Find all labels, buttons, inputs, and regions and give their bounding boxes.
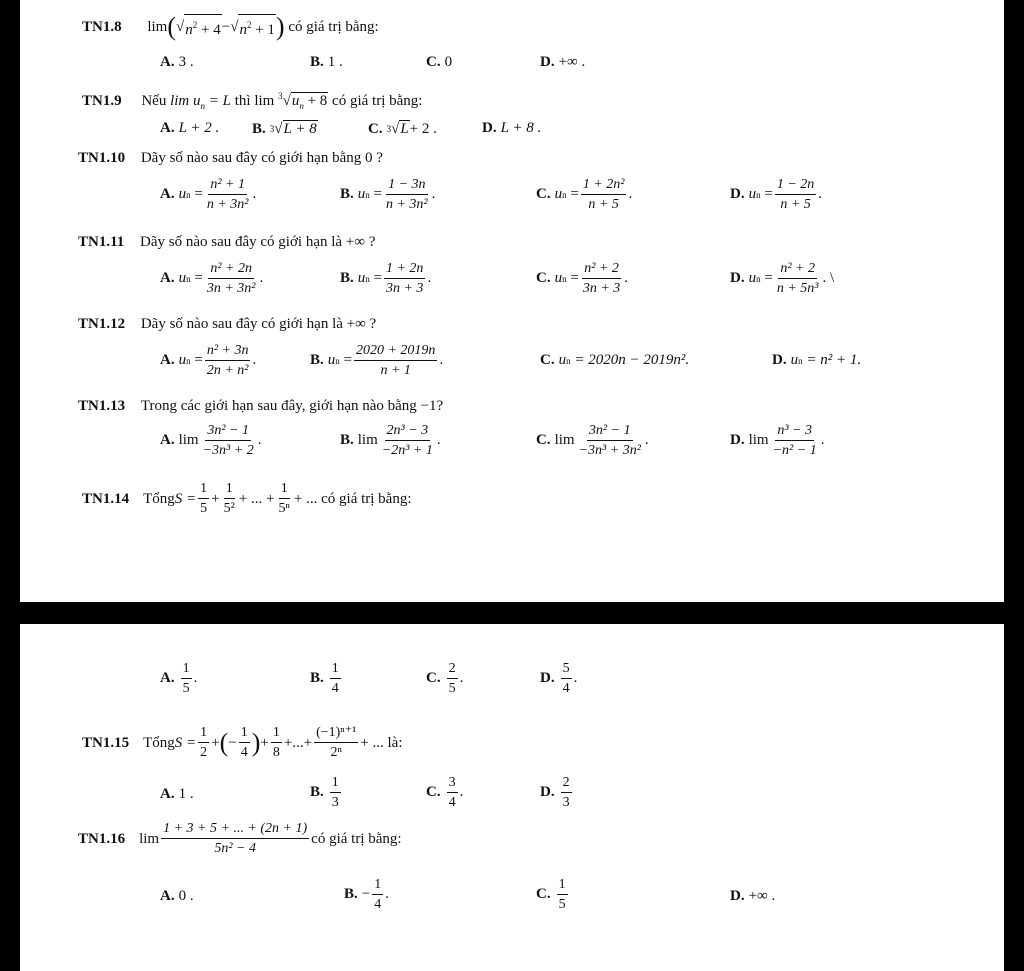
numerator: 1 [330, 774, 341, 793]
question-tn1-11 [78, 232, 375, 252]
question-tn1-12 [78, 314, 376, 334]
lim-text: lim [139, 830, 160, 847]
option-b: B. u n = $\frac{1 - 3n}{\text{n + 3n²}}$ . [340, 177, 436, 212]
var-n: n [239, 22, 247, 38]
lim-text: lim [357, 432, 378, 448]
option-b [310, 54, 343, 71]
lim-text: lim [147, 19, 168, 35]
option-b: B. u n = $\frac{1 + 2n}{3n + 3}$ . [340, 261, 432, 296]
numerator: n² + 2n [208, 260, 254, 279]
option-label: D. [540, 54, 555, 70]
option-b: B. − $\frac{1}{4}$ . [344, 877, 389, 912]
denominator: 3n + 3 [385, 281, 424, 296]
numerator: 1 [239, 724, 250, 743]
option-d [540, 774, 574, 811]
lim-text: lim [748, 432, 769, 448]
option-value: 0 [444, 54, 453, 70]
option-value: L + 8 [283, 121, 317, 137]
numerator: 1 [279, 480, 290, 499]
option-label: B. [310, 670, 324, 686]
question-tn1-9: TN1.9 Nếu $\lim u_n = L$ thì $\lim ^3√u_n + 8$ có giá trị bằng: [82, 91, 423, 111]
option-a: A. lim $\frac{\text{3n² − 1}}{\text{−3n³ + 2}}$ . [160, 423, 262, 458]
option-label: B. [344, 886, 358, 902]
option-d: D. u n = n² + 1. [772, 352, 862, 368]
option-label: D. [730, 888, 745, 904]
numerator: 1 + 2n² [581, 176, 627, 195]
option-d: D. $\frac{5}{4}$ . [540, 661, 578, 696]
option-d: D. u n = $\frac{\text{n² + 2}}{\text{n + 5n³}}$ . \ [730, 261, 835, 296]
option-b: B. u n = $\frac{2020 + 2019n}{n + 1}$ . [310, 343, 444, 378]
numerator: 1 − 2n [775, 176, 816, 195]
lim-expr: lim [254, 93, 279, 109]
option-c: C. $\frac{3}{4}$ . [426, 775, 464, 810]
denominator: 5 [200, 501, 208, 516]
option-label: C. [426, 54, 441, 70]
option-d: D. u n = $\frac{1 - 2n}{n + 5}$ . [730, 177, 823, 212]
numerator: 3n² − 1 [587, 422, 633, 441]
option-value: L + 8 . [500, 120, 542, 136]
option-b [310, 660, 343, 697]
question-text: Trong các giới hạn sau đây, giới hạn nào bằng −1? [140, 398, 444, 414]
denominator: −2n³ + 1 [381, 443, 433, 458]
option-value: 1 . [178, 786, 194, 802]
question-id: TN1.10 [78, 150, 126, 166]
denominator: 3n + 3n² [206, 281, 256, 296]
ellipsis: + ... + [238, 490, 275, 507]
radicand: u [291, 93, 300, 109]
numerator: 2020 + 2019n [354, 342, 437, 361]
option-d [482, 120, 541, 137]
denominator: 3 [331, 795, 339, 810]
denominator: −3n³ + 2 [202, 443, 254, 458]
option-value: 0 . [178, 888, 194, 904]
option-label: D. [730, 432, 745, 448]
option-c: C. lim $\frac{\text{3n² − 1}}{\text{−3n³ + 3n²}}$ . [536, 423, 649, 458]
numerator: 2 [561, 774, 572, 793]
denominator: −n² − 1 [772, 443, 817, 458]
denominator: 2n + n² [206, 363, 249, 378]
option-tail: + 2 . [409, 120, 437, 137]
option-value: = 2020n − 2019n². [574, 352, 690, 368]
denominator: −3n³ + 3n² [578, 443, 641, 458]
document-page-2 [20, 624, 1004, 971]
option-value: +∞ . [558, 54, 586, 70]
denominator: n + 5 [780, 197, 811, 212]
denominator: n + 1 [380, 363, 411, 378]
option-a [160, 786, 194, 803]
operator: − [221, 19, 231, 35]
option-value: +∞ . [748, 888, 776, 904]
denominator: 5 [558, 897, 566, 912]
numerator: (−1)ⁿ⁺¹ [314, 724, 358, 743]
option-c: C. $\frac{2}{5}$ . [426, 661, 464, 696]
option-label: A. [160, 432, 175, 448]
option-a: A. $\frac{1}{5}$ . [160, 661, 198, 696]
option-label: A. [160, 786, 175, 802]
numerator: 1 [372, 876, 383, 895]
option-b: B. 3 √ L + 8 [252, 120, 317, 137]
numerator: n² + 2 [778, 260, 817, 279]
denominator: n + 5n³ [776, 281, 819, 296]
numerator: 2n³ − 3 [385, 422, 431, 441]
denominator: 2 [200, 745, 208, 760]
option-label: A. [160, 270, 175, 286]
option-c [536, 876, 570, 913]
question-id: TN1.13 [78, 398, 126, 414]
option-label: C. [536, 186, 551, 202]
option-a [160, 120, 219, 137]
question-text: Tổng [143, 734, 175, 751]
option-value: L + 2 . [178, 120, 220, 136]
term: + 4 [197, 22, 221, 38]
option-a: A. u n = $\frac{\text{n² + 3n}}{\text{2n + n²}}$ . [160, 343, 257, 378]
equals: = L [205, 93, 231, 109]
option-c: C. u n = 2020n − 2019n². [540, 352, 690, 368]
option-label: B. [340, 432, 354, 448]
question-id: TN1.16 [78, 830, 126, 847]
option-label: D. [540, 670, 555, 686]
question-text: Dãy số nào sau đây có giới hạn bằng 0 ? [140, 150, 383, 166]
numerator: n² + 1 [208, 176, 247, 195]
question-text: Tổng [143, 490, 175, 507]
numerator: n² + 3n [205, 342, 251, 361]
sum-symbol: S = [174, 734, 197, 751]
option-label: B. [340, 270, 354, 286]
question-id: TN1.8 [82, 19, 122, 35]
denominator: 3 [562, 795, 570, 810]
document-page-1 [20, 0, 1004, 602]
question-text: + ... là: [360, 734, 403, 751]
option-label: C. [536, 886, 551, 902]
radicand-tail: + 8 [303, 93, 328, 109]
denominator: 5ⁿ [278, 501, 290, 516]
numerator: 2 [447, 660, 458, 679]
option-value: L [400, 121, 409, 137]
option-b [310, 774, 343, 811]
option-label: C. [426, 784, 441, 800]
denominator: n + 3n² [206, 197, 249, 212]
denominator: 4 [562, 681, 570, 696]
option-label: A. [160, 352, 175, 368]
question-id: TN1.11 [78, 234, 125, 250]
numerator: 1 − 3n [386, 176, 427, 195]
numerator: n² + 2 [582, 260, 621, 279]
option-label: B. [310, 352, 324, 368]
option-label: A. [160, 186, 175, 202]
question-tn1-16 [78, 820, 402, 857]
option-d: D. lim $\frac{\text{n³ − 3}}{\text{−n² − 1}}$ . [730, 423, 825, 458]
numerator: n³ − 3 [775, 422, 814, 441]
denominator: 3n + 3 [582, 281, 621, 296]
option-label: B. [310, 784, 324, 800]
option-label: A. [160, 54, 175, 70]
denominator: 4 [331, 681, 339, 696]
numerator: 1 [198, 480, 209, 499]
question-id: TN1.12 [78, 316, 126, 332]
option-label: A. [160, 120, 175, 136]
numerator: 3 [447, 774, 458, 793]
option-label: B. [310, 54, 324, 70]
question-id: TN1.9 [82, 93, 122, 109]
option-label: D. [730, 270, 745, 286]
denominator: 4 [374, 897, 382, 912]
denominator: n + 5 [588, 197, 619, 212]
denominator: n + 3n² [385, 197, 428, 212]
option-value: 3 . [178, 54, 194, 70]
lim-expr: lim u [170, 93, 201, 109]
option-c: C. 3 √ L + 2 . [368, 120, 437, 137]
question-text: Dãy số nào sau đây có giới hạn là +∞ ? [140, 316, 377, 332]
option-d [540, 54, 585, 71]
denominator: 4 [448, 795, 456, 810]
root-index: 3 [278, 91, 283, 101]
numerator: 1 [330, 660, 341, 679]
numerator: 5 [561, 660, 572, 679]
question-id: TN1.15 [82, 734, 130, 751]
stray-mark: . \ [822, 270, 835, 286]
root-index: 3 [269, 124, 275, 134]
lim-text: lim [178, 432, 199, 448]
numerator: 1 + 3 + 5 + ... + (2n + 1) [161, 820, 309, 839]
question-text: thì [230, 93, 255, 109]
question-text: có giá trị bằng: [328, 93, 423, 109]
option-a: A. u n = $\frac{\text{n² + 1}}{\text{n + 3n²}}$ . [160, 177, 257, 212]
option-label: D. [540, 784, 555, 800]
numerator: 1 + 2n [384, 260, 425, 279]
numerator: 1 [181, 660, 192, 679]
question-text: có giá trị bằng: [288, 19, 379, 35]
option-d [730, 888, 775, 905]
question-tn1-8 [82, 14, 379, 40]
question-text: + ... có giá trị bằng: [293, 490, 412, 507]
denominator: 5² [223, 501, 235, 516]
var-n: n [185, 22, 193, 38]
denominator: 5 [182, 681, 190, 696]
option-c: C. u n = $\frac{\text{1 + 2n²}}{n + 5}$ . [536, 177, 633, 212]
option-label: C. [540, 352, 555, 368]
option-label: C. [536, 432, 551, 448]
option-label: D. [482, 120, 497, 136]
subscript: n [299, 101, 304, 111]
subscript: n [200, 101, 206, 111]
denominator: 4 [240, 745, 248, 760]
numerator: 1 [198, 724, 209, 743]
numerator: 3n² − 1 [205, 422, 251, 441]
question-text: có giá trị bằng: [311, 830, 402, 847]
numerator: 1 [557, 876, 568, 895]
option-label: A. [160, 888, 175, 904]
question-formula: lim ( √ $n^2 + 4$ − √ $n^2 + 1$ ) [147, 12, 285, 41]
question-text: Nếu [141, 93, 171, 109]
option-label: B. [340, 186, 354, 202]
question-tn1-15: TN1.15 Tổng S = $\frac{1}{2}$ + ( − $\frac{1}{4}$ ) + $\frac{1}{8}$ +...+ $\frac{\text{(−1)ⁿ⁺¹}}{\text{2ⁿ}}$ + ... là: [82, 725, 403, 760]
option-value: 1 . [327, 54, 343, 70]
lim-text: lim [554, 432, 575, 448]
sum-symbol: S = [174, 490, 197, 507]
question-tn1-13 [78, 396, 443, 416]
option-label: D. [730, 186, 745, 202]
root-index: 3 [386, 124, 392, 134]
option-a: A. u n = $\frac{\text{n² + 2n}}{\text{3n + 3n²}}$ . [160, 261, 264, 296]
option-b: B. lim $\frac{\text{2n³ − 3}}{\text{−2n³ + 1}}$ . [340, 423, 441, 458]
numerator: 1 [224, 480, 235, 499]
option-label: C. [536, 270, 551, 286]
denominator: 2ⁿ [330, 745, 342, 760]
option-label: D. [772, 352, 787, 368]
question-id: TN1.14 [82, 490, 130, 507]
option-a [160, 54, 194, 71]
denominator: 5 [448, 681, 456, 696]
question-tn1-14: TN1.14 Tổng S = $\frac{1}{5}$ + $\frac{1}{\text{5²}}$ + ... + $\frac{1}{\text{5ⁿ}}$ + ... có giá trị bằng: [82, 481, 412, 516]
question-tn1-10 [78, 148, 383, 168]
option-label: C. [426, 670, 441, 686]
term: + 1 [251, 22, 275, 38]
option-a [160, 888, 194, 905]
option-label: C. [368, 120, 383, 137]
question-text: Dãy số nào sau đây có giới hạn là +∞ ? [140, 234, 376, 250]
option-label: A. [160, 670, 175, 686]
option-value: = n² + 1. [806, 352, 862, 368]
option-c [426, 54, 452, 71]
denominator: 8 [272, 745, 280, 760]
option-label: B. [252, 120, 266, 137]
option-c: C. u n = $\frac{\text{n² + 2}}{3n + 3}$ . [536, 261, 629, 296]
denominator: 5n² − 4 [214, 841, 256, 856]
numerator: 1 [271, 724, 282, 743]
